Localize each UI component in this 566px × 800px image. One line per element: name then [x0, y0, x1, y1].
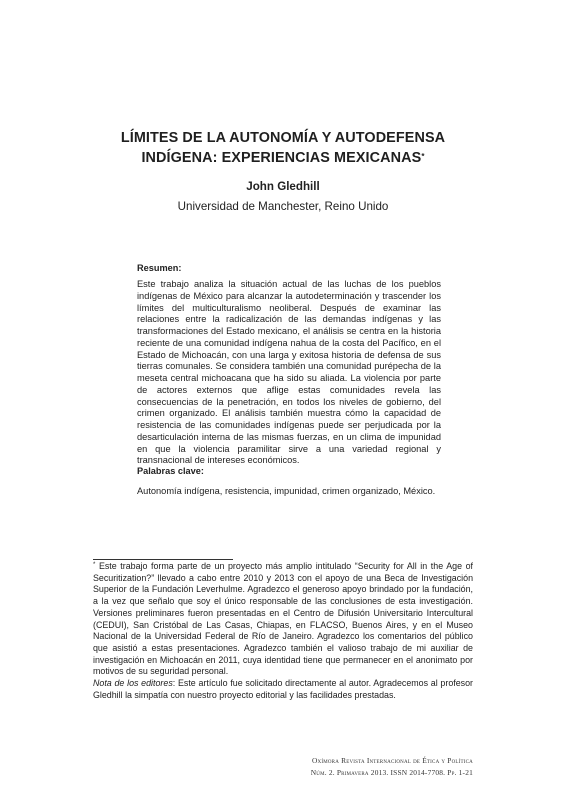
editors-note-label: Nota de los editores [93, 678, 173, 689]
abstract-text: Este trabajo analiza la situación actual de las luchas de los pueblos indígenas de México para alcanzar la autodeterminación y trascender los límites del multiculturalismo neoliberal. Después de examinar las relaciones entre la radicalización de las demandas indígenas y las transformaciones del Estado mexicano, el análisis se centra en la historia reciente de una comunidad indígena nahua de la costa del Pacífico, en el Estado de Michoacán, con una larga y exitosa historia de defensa de sus tierras comunales. Se considera también una comunidad purépecha de la meseta central michoacana que ha sido su aliada. La violencia por parte de actores externos que aflige estas comunidades revela las consecuencias de la penetración, en todos los niveles de gobierno, del crimen organizado. El análisis también muestra cómo la capacidad de resistencia de las comunidades indígenas puede ser perjudicada por la desarticulación interna de las mismas fuerzas, en un clima de impunidad en que la violencia paramilitar sirve a una variedad regional y transnacional de intereses económicos. [137, 279, 441, 466]
editors-note-text: : Este artículo fue solicitado directamente al autor. Agradecemos al profesor Gledhill la simpatía con nuestro proyecto editorial y las facilidades prestadas. [93, 678, 473, 700]
footnote-mark: * [93, 562, 96, 568]
article-title-text: LÍMITES DE LA AUTONOMÍA Y AUTODEFENSA INDÍGENA: EXPERIENCIAS MEXICANAS [120, 130, 446, 166]
footnote-text: Este trabajo forma parte de un proyecto más amplio intitulado “Security for All in the Age of Securitization?” llevado a cabo entre 2010 y 2013 con el apoyo de una Beca de Investigación Superior de la Fundación Leverhulme. Agradezco el generoso apoyo brindado por la fundación, a la vez que señalo que soy el único responsable de las conclusiones de esta investigación. Versiones preliminares fueron presentadas en el Centro de Difusión Universitario Intercultural (CEDUI), San Cristóbal de Las Casas, Chiapas, en FLACSO, Buenos Aires, y en el Museo Nacional de la Universidad Federal de Río de Janeiro. Agradezco los comentarios del público que asistió a estas presentaciones. Agradezco también el valioso trabajo de mi auxiliar de investigación en Michoacán en 2011, cuya identidad tiene que permanecer en el anonimato por motivos de su seguridad personal. [93, 561, 473, 677]
author-name: John Gledhill [246, 180, 320, 193]
footnote [93, 561, 473, 701]
title-footnote-mark: * [421, 152, 425, 161]
keywords-text: Autonomía indígena, resistencia, impunidad, crimen organizado, México. [137, 486, 436, 496]
article-title [92, 128, 474, 168]
footnote-divider [93, 559, 233, 560]
abstract-heading: Resumen: [137, 263, 182, 273]
keywords-heading: Palabras clave: [137, 466, 204, 476]
footer-journal: Oxímora Revista Internacional de Ética y Política [312, 756, 473, 765]
footer-issue: Núm. 2. Primavera 2013. ISSN 2014-7708. Pp. 1-21 [310, 768, 473, 777]
author-affiliation: Universidad de Manchester, Reino Unido [177, 200, 389, 213]
